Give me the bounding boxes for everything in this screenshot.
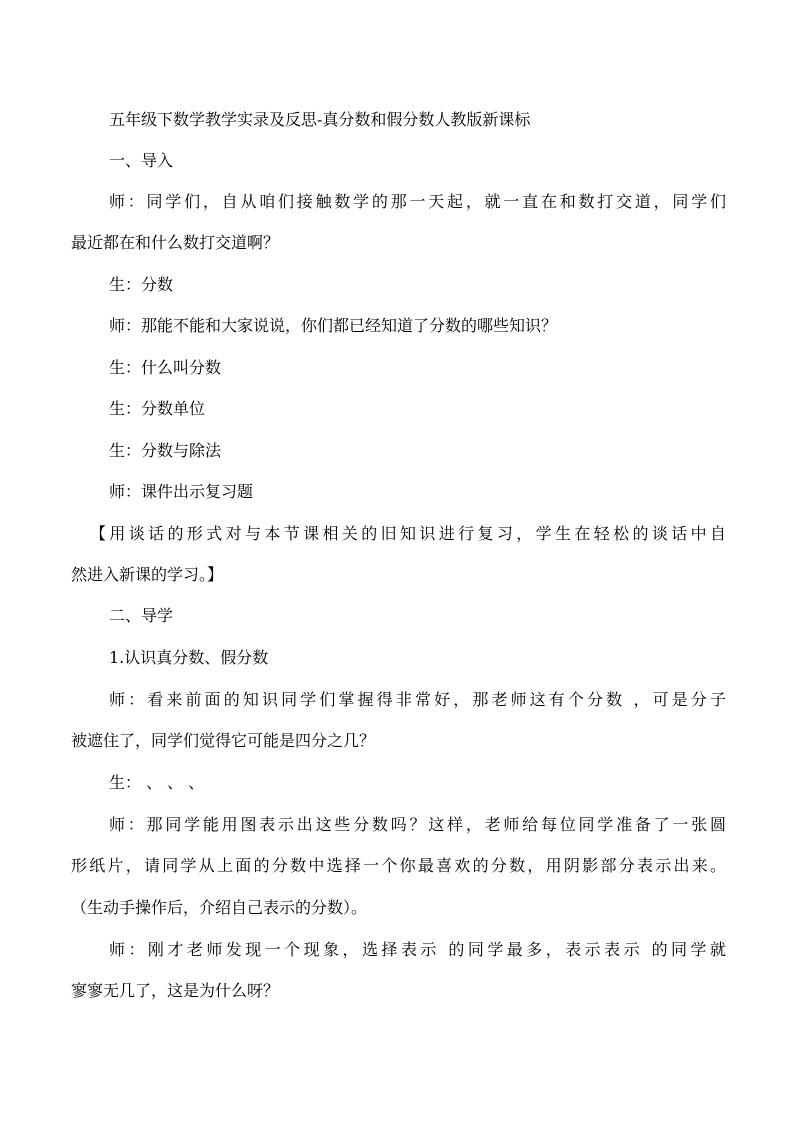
section-heading-guide: 二、导学 [109, 606, 174, 625]
paragraph-line: （生动手操作后，介绍自己表示的分数）。 [71, 898, 368, 917]
paragraph-line: 师：看来前面的知识同学们掌握得非常好，那老师这有个分数 ，可是分子 [109, 690, 726, 709]
paragraph: 生：分数 [109, 275, 174, 294]
paragraph: 生：什么叫分数 [109, 358, 222, 377]
paragraph: 生：分数单位 [109, 399, 206, 418]
note-line: 然进入新课的学习。】 [71, 565, 224, 584]
paragraph-line: 师：那同学能用图表示出这些分数吗？这样，老师给每位同学准备了一张圆 [109, 815, 726, 834]
paragraph-line: 师：同学们，自从咱们接触数学的那一天起，就一直在和数打交道，同学们 [109, 192, 726, 211]
section-heading-intro: 一、导入 [109, 151, 174, 170]
paragraph: 师：课件出示复习题 [109, 482, 254, 501]
paragraph: 生：分数与除法 [109, 441, 222, 460]
paragraph: 师：那能不能和大家说说，你们都已经知道了分数的哪些知识？ [109, 316, 558, 335]
paragraph-line: 被遮住了，同学们觉得它可能是四分之几？ [71, 731, 376, 750]
paragraph: 生： 、 、 、 [109, 773, 205, 792]
paragraph-line: 形纸片，请同学从上面的分数中选择一个你最喜欢的分数，用阴影部分表示出来。 [71, 856, 726, 875]
paragraph-line: 寥寥无几了，这是为什么呀？ [71, 981, 280, 1000]
paragraph-line: 最近都在和什么数打交道啊？ [71, 233, 280, 252]
subheading: 1.认识真分数、假分数 [109, 648, 269, 667]
note-line: 【用谈话的形式对与本节课相关的旧知识进行复习，学生在轻松的谈话中自 [90, 524, 726, 543]
document-title: 五年级下数学教学实录及反思-真分数和假分数人教版新课标 [109, 110, 531, 129]
paragraph-line: 师：刚才老师发现一个现象，选择表示 的同学最多，表示表示 的同学就 [109, 940, 726, 959]
